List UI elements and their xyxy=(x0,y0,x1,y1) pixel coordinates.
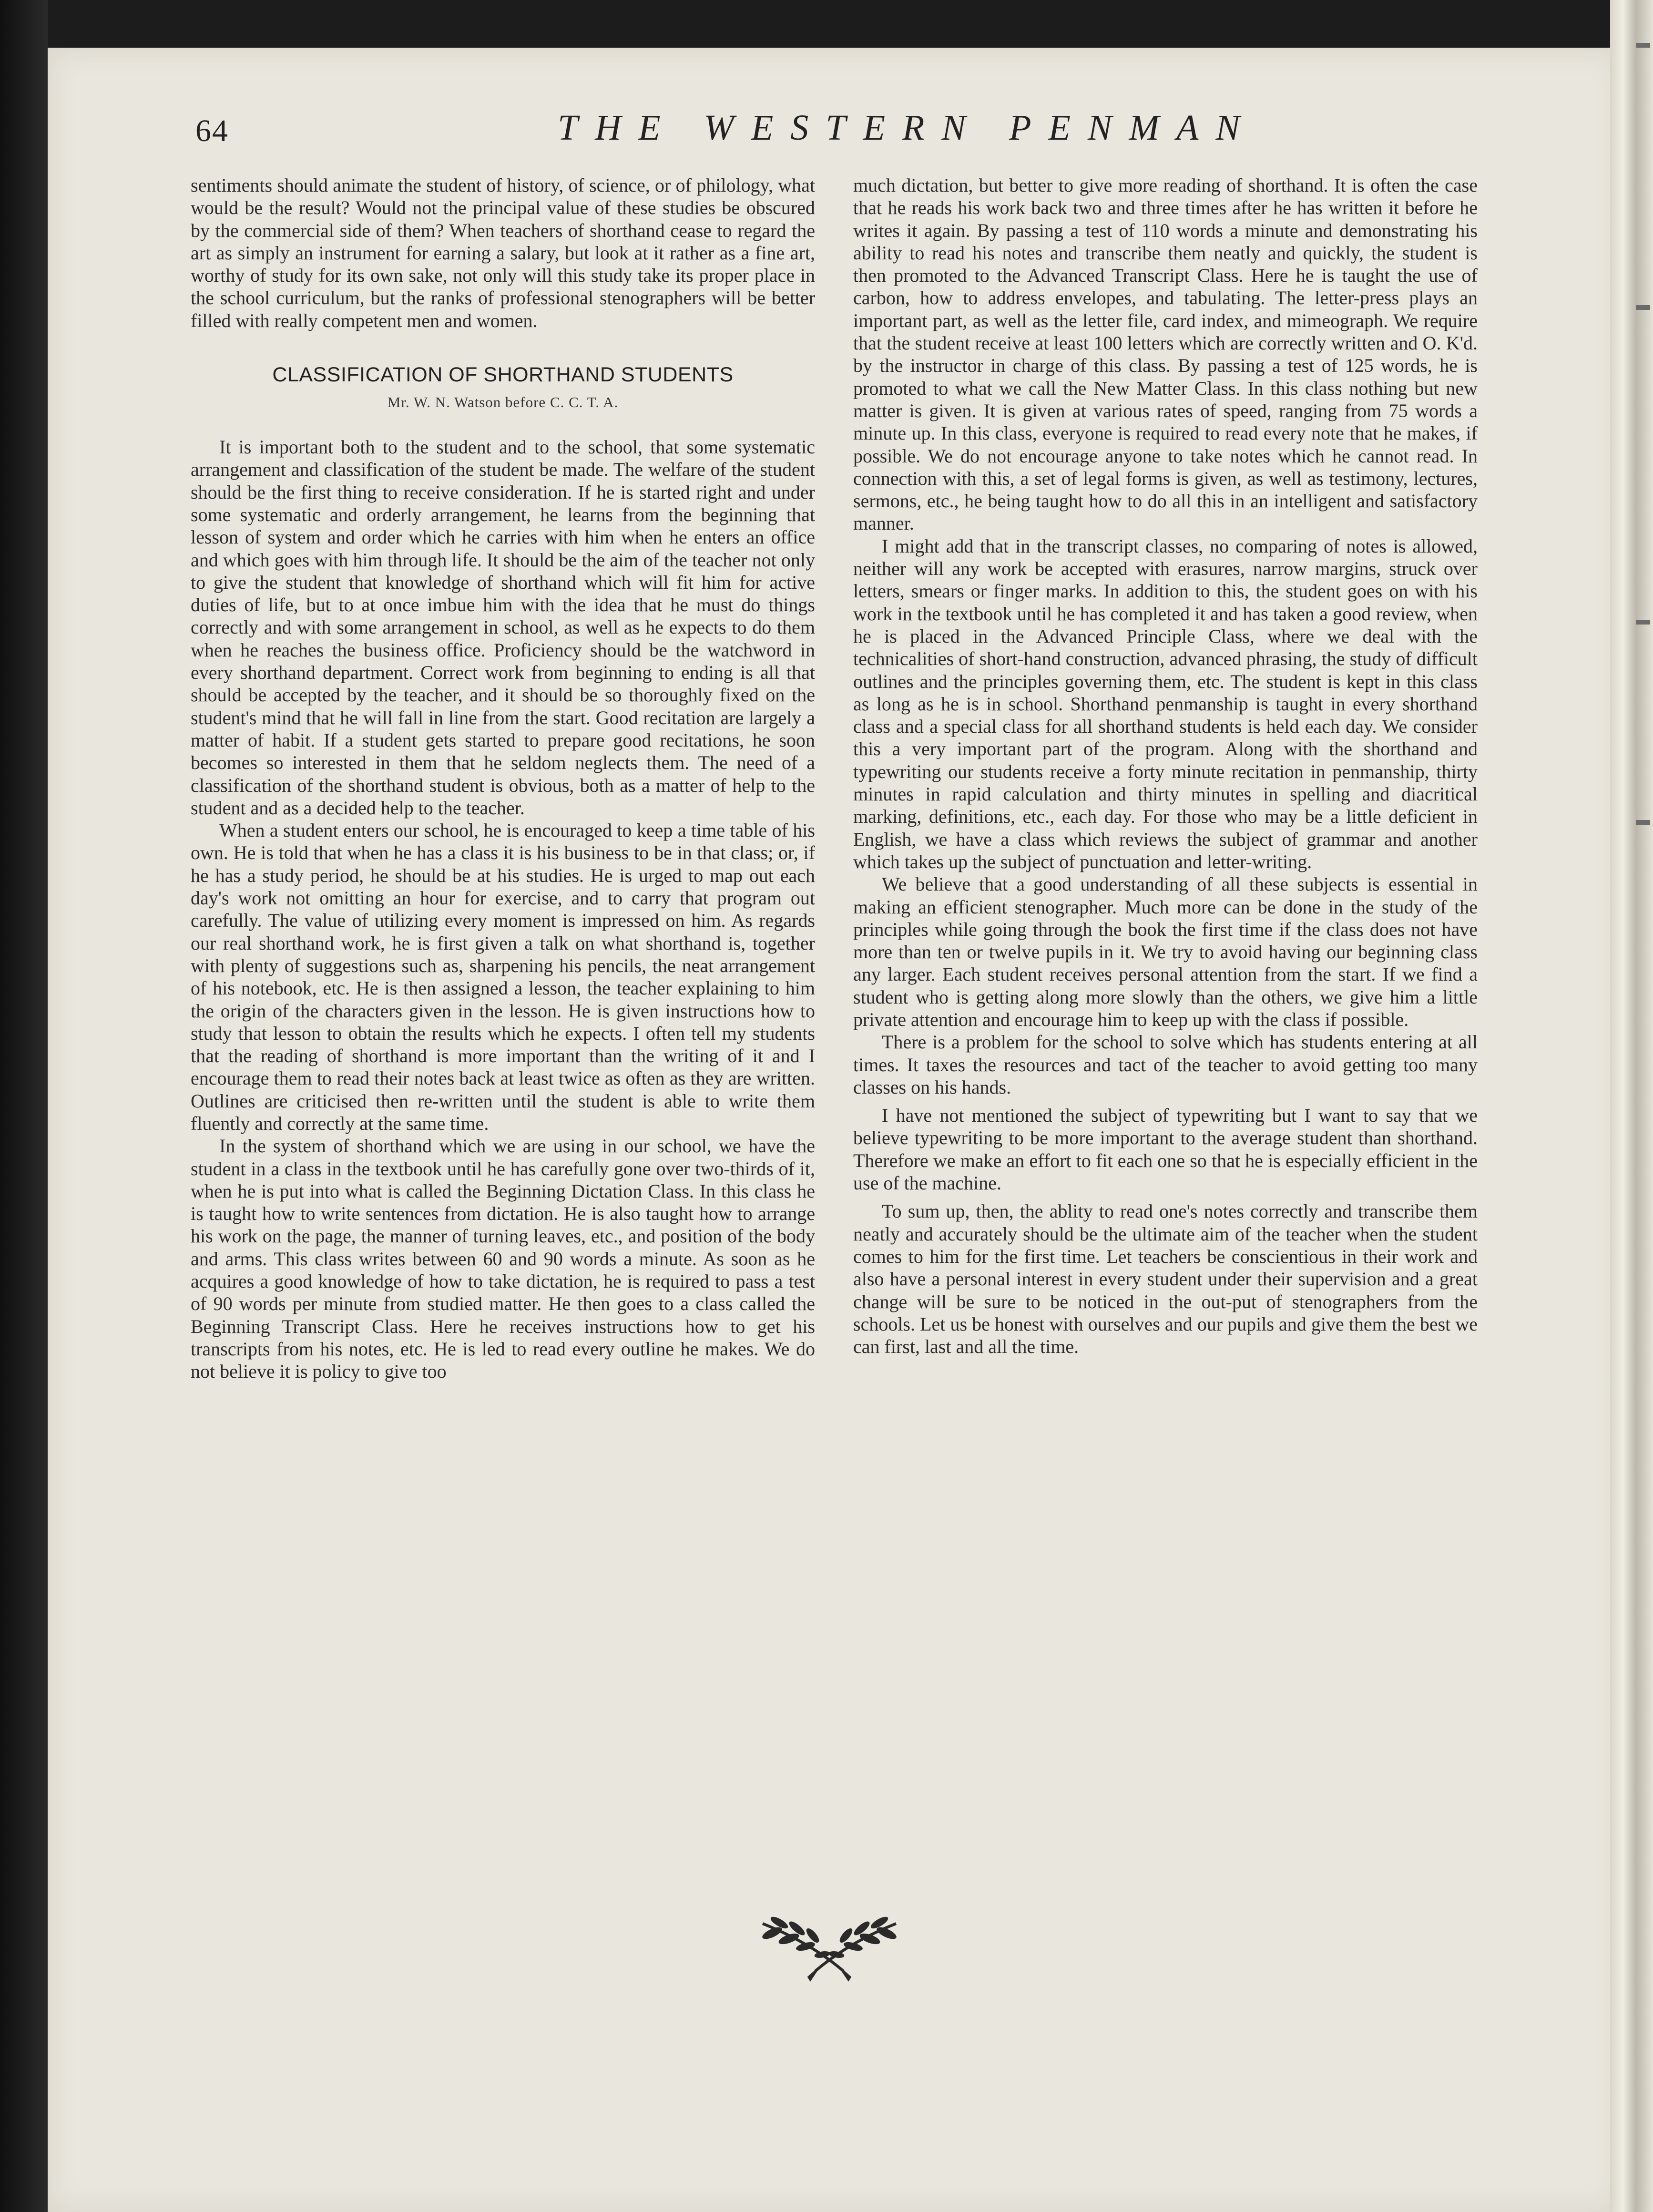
running-title: THE WESTERN PENMAN xyxy=(558,108,1257,148)
laurel-branches-ornament-icon xyxy=(753,1914,906,1986)
edge-mark xyxy=(1636,820,1650,825)
article-title: CLASSIFICATION OF SHORTHAND STUDENTS xyxy=(272,363,734,387)
body-paragraph: In the system of shorthand which we are using in our school, we have the student in a class in the textbook until he has carefully gone over two-thirds of it, when he is put into what is called the Beginning Dictation Class. In this class he is taught how to write sentences from dictation. He is also taught how to arrange his work on the page, the manner of turning leaves, etc., and position of the body and arms. This class writes between 60 and 90 words a minute. As soon as he acquires a good knowledge of how to take dictation, he is required to pass a test of 90 words per minute from studied matter. He then goes to a class called the Beginning Transcript Class. Here he receives instructions how to get his transcripts from his notes, etc. He is led to read every outline he makes. We do not believe it is policy to give too xyxy=(191,1135,815,1382)
edge-mark xyxy=(1636,43,1650,48)
next-page-edge xyxy=(1610,0,1653,2212)
body-paragraph: I might add that in the transcript classes, no comparing of notes is allowed, neither will any work be accepted with erasures, narrow margins, struck over letters, smears or finger marks. In addition to this, the student goes on with his work in the textbook until he has completed it and has taken a good review, when he is placed in the Advanced Principle Class, where we deal with the technicalities of short-hand construction, advanced phrasing, the study of difficult outlines and the principles governing them, etc. The student is kept in this class as long as he is in school. Shorthand penmanship is taught in every shorthand class and a special class for all shorthand students is held each day. We consider this a very important part of the program. Along with the shorthand and typewriting our students receive a forty minute recitation in penmanship, thirty minutes in rapid calculation and thirty minutes in spelling and diacritical marking, definitions, etc., each day. For those who may be a little deficient in English, we have a class which reviews the subject of grammar and another which takes up the subject of punctuation and letter-writing. xyxy=(853,535,1478,872)
body-paragraph: We believe that a good understanding of all these subjects is essential in making an efficient stenographer. Much more can be done in the study of the principles while going through the book the first time if the class does not have more than ten or twelve pupils in it. We try to avoid having our beginning class any larger. Each student receives personal attention from the start. If we find a student who is getting along more slowly than the others, we give him a little private attention and encourage him to keep up with the class if possible. xyxy=(853,873,1478,1030)
page-header xyxy=(195,107,1473,160)
scan-background-left xyxy=(0,0,48,2212)
right-column xyxy=(853,174,1478,1358)
body-paragraph: There is a problem for the school to solve which has students entering at all times. It taxes the resources and tact of the teacher to avoid getting too many classes on his hands. xyxy=(853,1031,1478,1098)
edge-mark xyxy=(1636,620,1650,625)
body-paragraph: much dictation, but better to give more reading of shorthand. It is often the case that he reads his work back two and three times after he has written it before he writes it again. By passing a test of 110 words a minute and demonstrating his ability to read his notes and transcribe them neatly and quickly, the student is then promoted to the Advanced Transcript Class. Here he is taught the use of carbon, how to address envelopes, and tabulating. The letter-press plays an important part, as well as the letter file, card index, and mimeograph. We require that the student receive at least 100 letters which are correctly written and O. K'd. by the instructor in charge of this class. By passing a test of 125 words, he is promoted to what we call the New Matter Class. In this class nothing but new matter is given. It is given at various rates of speed, ranging from 75 words a minute up. In this class, everyone is required to read every note that he makes, if possible. We do not encourage anyone to take notes which he cannot read. In connection with this, a set of legal forms is given, as well as testimony, lectures, sermons, etc., he being taught how to do all this in an intelligent and satisfactory manner. xyxy=(853,174,1478,534)
continuation-paragraph: sentiments should animate the student of history, of science, or of philology, what would be the result? Would not the principal value of these studies be obscured by the commercial side of them? When teachers of shorthand cease to regard the art as simply an instrument for earning a salary, but look at it rather as a fine art, worthy of study for its own sake, not only will this study take its proper place in the school curriculum, but the ranks of professional stenographers will be better filled with really competent men and women. xyxy=(191,174,815,331)
body-paragraph: To sum up, then, the ablity to read one's notes correctly and transcribe them neatly and accurately should be the ultimate aim of the teacher when the student comes to him for the first time. Let teachers be conscientious in their work and also have a personal interest in every student under their supervision and a great change will be sure to be noticed in the out-put of stenographers from the schools. Let us be honest with ourselves and our pupils and give them the best we can first, last and all the time. xyxy=(853,1200,1478,1358)
edge-mark xyxy=(1636,305,1650,310)
article-byline: Mr. W. N. Watson before C. C. T. A. xyxy=(387,394,619,411)
body-paragraph: It is important both to the student and to the school, that some systematic arrangement and classification of the student be made. The welfare of the student should be the first thing to receive consideration. If he is started right and under some systematic and orderly arrangement, he learns from the beginning that lesson of system and order which he carries with him when he enters an office and which goes with him through life. It should be the aim of the teacher not only to give the student that knowledge of shorthand which will fit him for active duties of life, but to at once imbue him with the idea that he must do things correctly and with some arrangement in school, as well as he expects to do them when he reaches the business office. Proficiency should be the watchword in every shorthand department. Correct work from beginning to ending is all that should be accepted by the teacher, and it should be so thoroughly fixed on the student's mind that he will fall in line from the start. Good recitation are largely a matter of habit. If a student gets started to prepare good recitations, he soon becomes so interested in them that he seldom neglects them. The need of a classification of the shorthand student is obvious, both as a matter of help to the student and as a decided help to the teacher. xyxy=(191,436,815,819)
body-paragraph: When a student enters our school, he is encouraged to keep a time table of his own. He is told that when he has a class it is his business to be in that class; or, if he has a study period, he should be at his studies. He is urged to map out each day's work not omitting an hour for exercise, and to carry that program out carefully. The value of utilizing every moment is impressed on him. As regards our real shorthand work, he is first given a talk on what shorthand is, together with plenty of suggestions such as, sharpening his pencils, the neat arrangement of his notebook, etc. He is then assigned a lesson, the teacher explaining to him the origin of the characters given in the lesson. He is given instructions how to study that lesson to obtain the results which he expects. I often tell my students that the reading of shorthand is more important than the writing of it and I encourage them to read their notes back at least twice as often as they are written. Outlines are criticised then re-written until the student is able to write them fluently and correctly at the same time. xyxy=(191,819,815,1134)
page-number: 64 xyxy=(195,113,229,148)
body-paragraph: I have not mentioned the subject of typewriting but I want to say that we believe typewriting to be more important to the average student than shorthand. Therefore we make an effort to fit each one so that he is especially efficient in the use of the machine. xyxy=(853,1105,1478,1194)
left-column xyxy=(191,174,815,1383)
